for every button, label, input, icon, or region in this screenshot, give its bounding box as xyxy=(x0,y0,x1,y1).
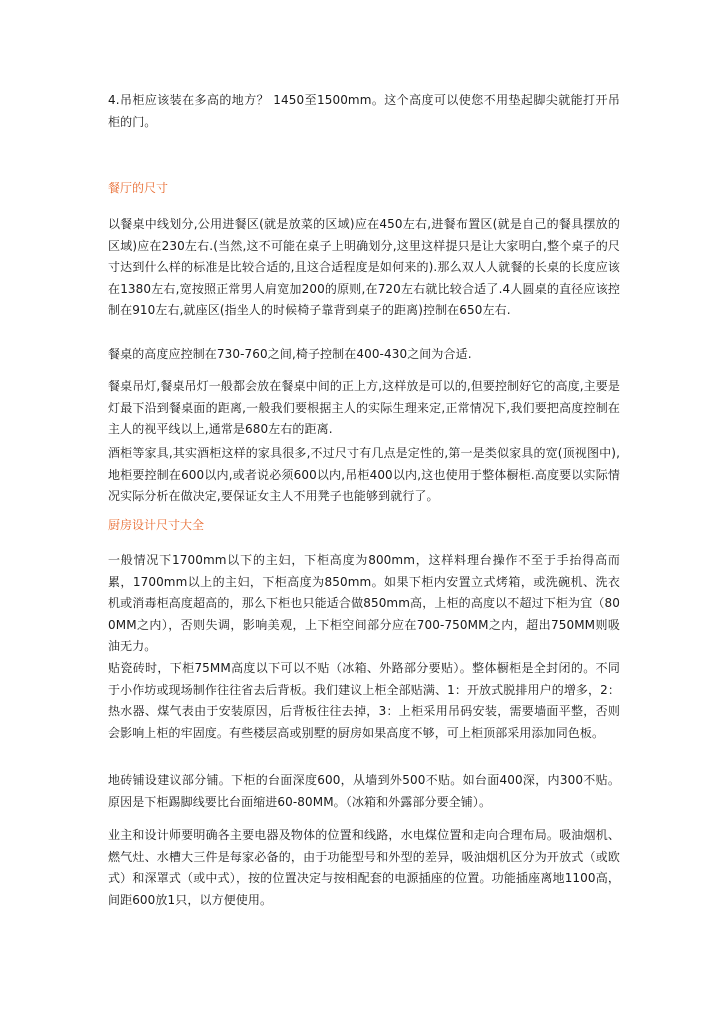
intro-paragraph: 4.吊柜应该装在多高的地方？ 1450至1500mm。这个高度可以使您不用垫起脚尖就能打开吊柜的门。 xyxy=(108,93,620,129)
dining-paragraph-height: 餐桌的高度应控制在730-760之间,椅子控制在400-430之间为合适. xyxy=(108,347,472,361)
dining-heading: 餐厅的尺寸 xyxy=(108,181,169,195)
kitchen-paragraph-appliances: 业主和设计师要明确各主要电器及物体的位置和线路，水电煤位置和走向合理布局。吸油烟机、燃气灶、水槽大三件是每家必备的，由于功能型号和外型的差异，吸油烟机区分为开放式（或欧式）和深罩式（或中式），按的位置决定与按相配套的电源插座的位置。功能插座离地1100高，间距600放1只，以方便使用。 xyxy=(108,828,620,907)
dining-paragraph-cabinet: 酒柜等家具,其实酒柜这样的家具很多,不过尺寸有几点是定性的,第一是类似家具的宽(顶视图中),地柜要控制在600以内,或者说必须600以内,吊柜400以内,这也使用于整体橱柜.高度要以实际情况实际分析在做决定,要保证女主人不用凳子也能够到就行了。 xyxy=(108,446,620,503)
dining-paragraph-size: 以餐桌中线划分,公用进餐区(就是放菜的区域)应在450左右,进餐布置区(就是自己的餐具摆放的区域)应在230左右.(当然,这不可能在桌子上明确划分,这里这样提只是让大家明白,整个桌子的尺寸达到什么样的标准是比较合适的,且这合适程度是如何来的).那么双人人就餐的长桌的长度应该在1380左右,宽按照正常男人肩宽加200的原则,在720左右就比较合适了.4人圆桌的直径应该控制在910左右,就座区(指坐人的时候椅子靠背到桌子的距离)控制在650左右. xyxy=(108,217,620,317)
kitchen-paragraph-tiles: 贴瓷砖时，下柜75MM高度以下可以不贴（冰箱、外路部分要贴）。整体橱柜是全封闭的。不同于小作坊或现场制作往往省去后背板。我们建议上柜全部贴满、1：开放式脱排用户的增多，2：热水器、煤气表由于安装原因，后背板往往去掉，3：上柜采用吊码安装，需要墙面平整，否则会影响上柜的牢固度。有些楼层高或别墅的厨房如果高度不够，可上柜顶部采用添加同色板。 xyxy=(108,661,620,740)
kitchen-heading: 厨房设计尺寸大全 xyxy=(108,518,205,532)
kitchen-paragraph-floor: 地砖铺设建议部分铺。下柜的台面深度600，从墙到外500不贴。如台面400深，内300不贴。原因是下柜踢脚线要比台面缩进60-80MM。（冰箱和外露部分要全铺）。 xyxy=(108,773,620,809)
kitchen-paragraph-cabinet-height: 一般情况下1700mm以下的主妇，下柜高度为800mm，这样料理台操作不至于手抬得高而累，1700mm以上的主妇，下柜高度为850mm。如果下柜内安置立式烤箱，或洗碗机、洗衣机或消毒柜高度超高的，那么下柜也只能适合做850mm高，上柜的高度以不超过下柜为宜（800MM之内），否则失调，影响美观，上下柜空间部分应在700-750MM之内，超出750MM则吸油无力。 xyxy=(108,553,620,653)
dining-paragraph-lamp: 餐桌吊灯,餐桌吊灯一般都会放在餐桌中间的正上方,这样放是可以的,但要控制好它的高度,主要是灯最下沿到餐桌面的距离,一般我们要根据主人的实际生理来定,正常情况下,我们要把高度控制在主人的视平线以上,通常是680左右的距离. xyxy=(108,379,620,436)
